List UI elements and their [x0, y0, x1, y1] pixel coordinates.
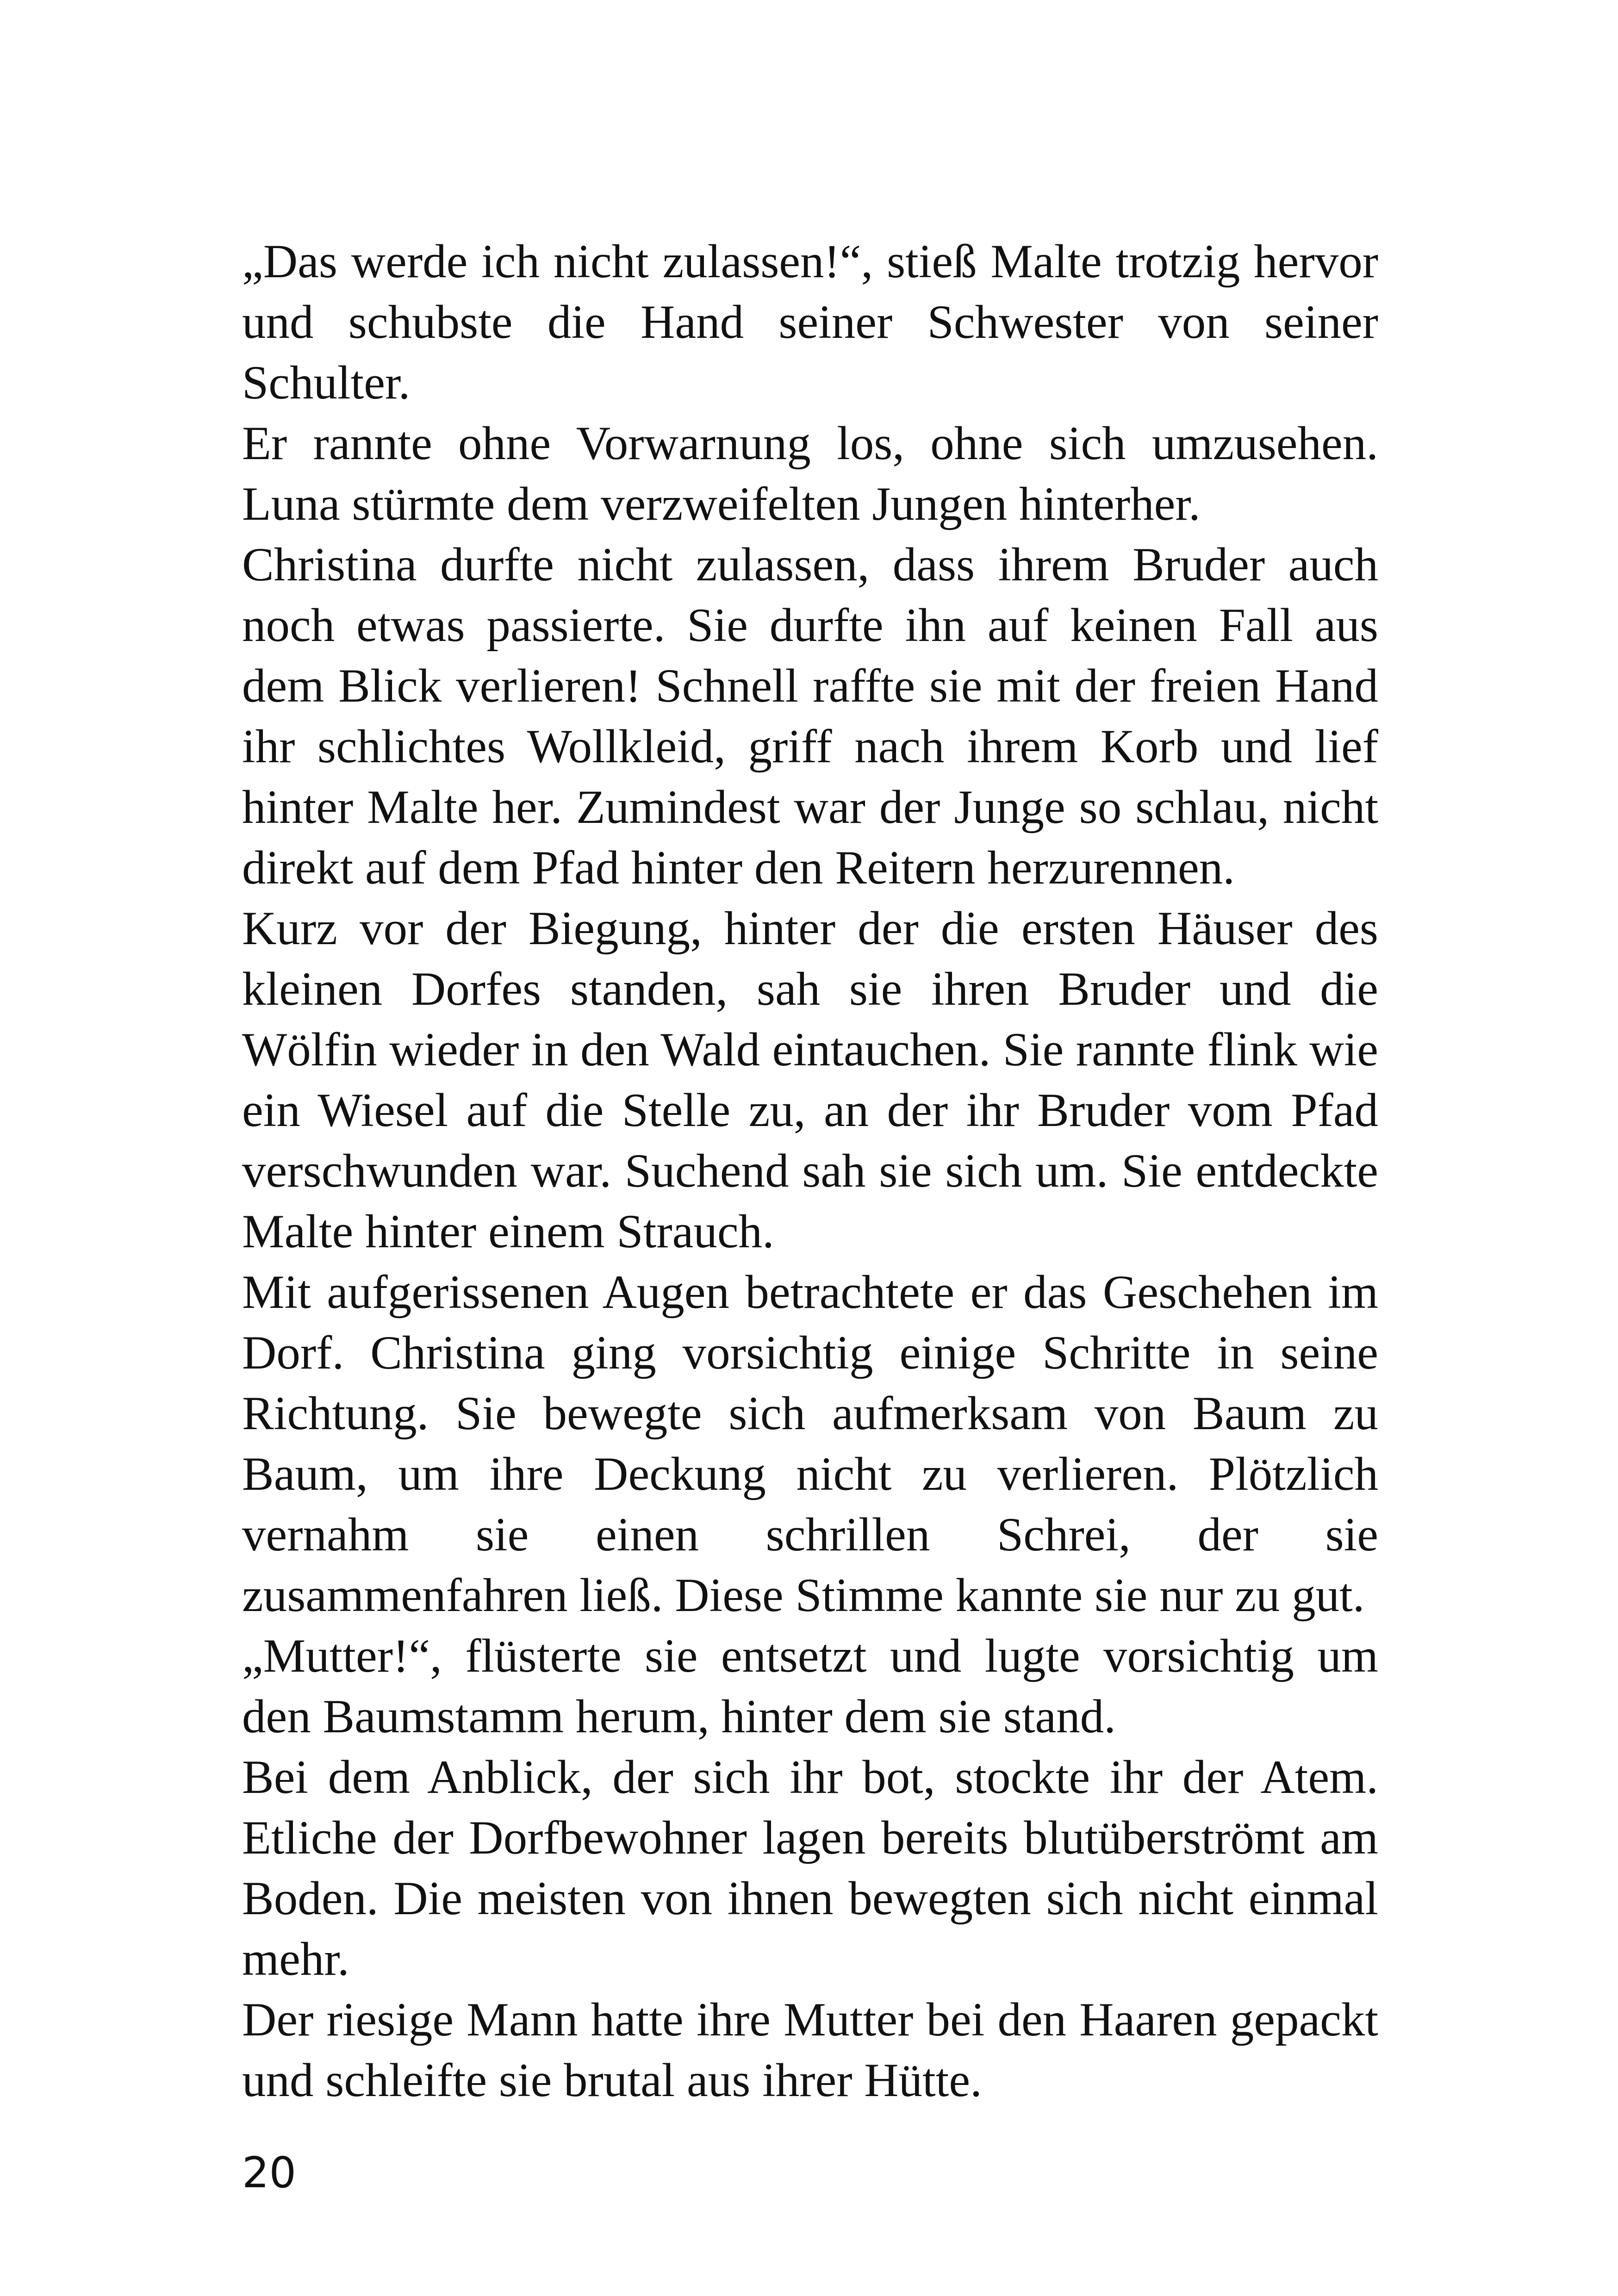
paragraph-4: Kurz vor der Biegung, hinter der die ersten Häuser des kleinen Dorfes standen, sah sie ihren Bruder und die Wölfin wieder in den Wald eintauchen. Sie rannte flink wie ein Wiesel auf die Stelle zu, an der ihr Bruder vom Pfad verschwunden war. Suchend sah sie sich um. Sie entdeckte Malte hinter einem Strauch.: [242, 902, 1378, 1258]
paragraph-5: Mit aufgerissenen Augen betrachtete er das Geschehen im Dorf. Christina ging vorsichtig einige Schritte in seine Richtung. Sie bewegte sich aufmerksam von Baum zu Baum, um ihre Deckung nicht zu verlieren. Plötzlich vernahm sie einen schrillen Schrei, der sie zusammenfahren ließ. Diese Stimme kannte sie nur zu gut.: [242, 1266, 1378, 1622]
paragraph-7: Bei dem Anblick, der sich ihr bot, stockte ihr der Atem. Etliche der Dorfbewohner lagen bereits blutüberströmt am Boden. Die meisten von ihnen bewegten sich nicht einmal mehr.: [242, 1751, 1378, 1985]
paragraph-6: „Mutter!“, flüsterte sie entsetzt und lugte vorsichtig um den Baumstamm herum, hinter dem sie stand.: [242, 1630, 1378, 1743]
body-text: [242, 231, 1378, 2111]
paragraph-3: Christina durfte nicht zulassen, dass ihrem Bruder auch noch etwas passierte. Sie durfte ihn auf keinen Fall aus dem Blick verlieren! Schnell raffte sie mit der freien Hand ihr schlichtes Wollkleid, griff nach ihrem Korb und lief hinter Malte her. Zumindest war der Junge so schlau, nicht direkt auf dem Pfad hinter den Reitern herzurennen.: [242, 538, 1378, 894]
paragraph-2: Er rannte ohne Vorwarnung los, ohne sich umzusehen. Luna stürmte dem verzweifelten Jungen hinterher.: [242, 417, 1378, 530]
page-number: 20: [242, 2148, 297, 2197]
paragraph-1: „Das werde ich nicht zulassen!“, stieß Malte trotzig hervor und schubste die Hand seiner Schwester von seiner Schulter.: [242, 235, 1378, 409]
paragraph-8: Der riesige Mann hatte ihre Mutter bei den Haaren gepackt und schleifte sie brutal aus ihrer Hütte.: [242, 1993, 1378, 2107]
